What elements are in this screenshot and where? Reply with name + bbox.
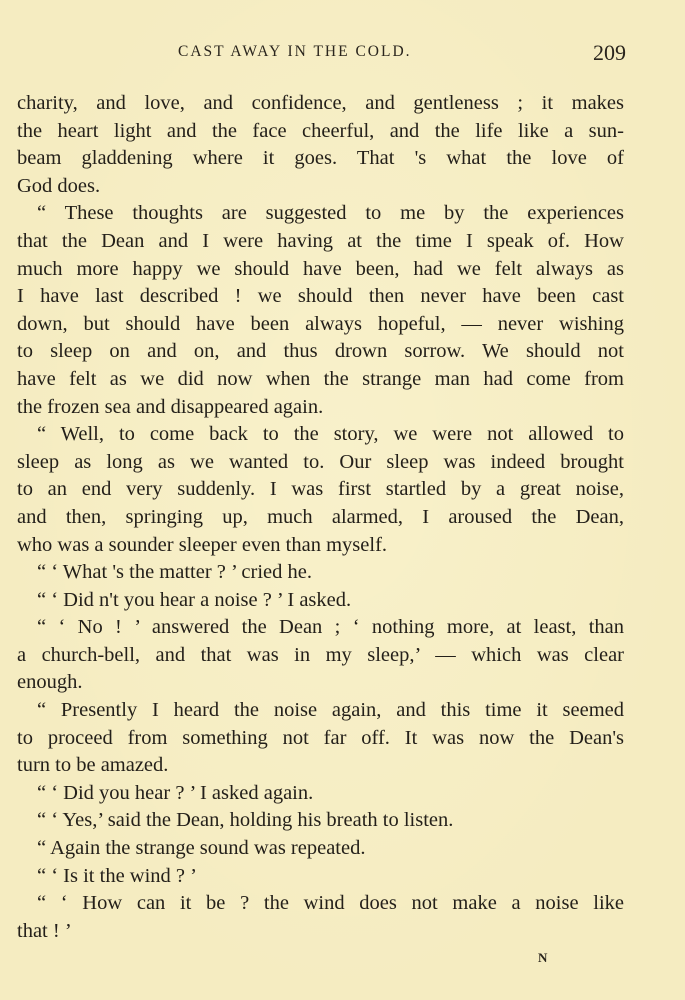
page-number: 209 <box>593 40 626 65</box>
text-line: to proceed from something not far off. It was now the Dean's <box>17 726 624 749</box>
page-header <box>0 40 685 70</box>
text-line: “ Well, to come back to the story, we were not allowed to <box>37 423 624 446</box>
text-line: sleep as long as we wanted to. Our sleep was indeed brought <box>17 450 624 473</box>
text-line: “ Presently I heard the noise again, and this time it seemed <box>37 699 624 722</box>
text-line: the frozen sea and disappeared again. <box>17 395 324 418</box>
text-line: have felt as we did now when the strange man had come from <box>17 367 624 390</box>
body-text <box>17 90 624 945</box>
text-line: that ! ’ <box>17 919 72 942</box>
text-line: down, but should have been always hopeful, — never wishing <box>17 312 624 335</box>
text-line: and then, springing up, much alarmed, I aroused the Dean, <box>17 505 624 528</box>
text-line: “ ‘ How can it be ? the wind does not make a noise like <box>37 892 624 915</box>
text-line: “ ‘ Did you hear ? ’ I asked again. <box>37 781 314 804</box>
text-line: who was a sounder sleeper even than myself. <box>17 533 388 556</box>
text-line: “ These thoughts are suggested to me by the experiences <box>37 202 624 225</box>
text-line: enough. <box>17 671 83 694</box>
text-line: charity, and love, and confidence, and gentleness ; it makes <box>17 92 624 114</box>
text-line: God does. <box>17 174 101 197</box>
text-line: “ ‘ Is it the wind ? ’ <box>37 864 197 887</box>
text-line: the heart light and the face cheerful, and the life like a sun- <box>17 119 624 142</box>
text-line: beam gladdening where it goes. That 's what the love of <box>17 147 624 170</box>
text-line: that the Dean and I were having at the time I speak of. How <box>17 229 624 252</box>
text-line: to sleep on and on, and thus drown sorrow. We should not <box>17 340 624 363</box>
text-line: “ ‘ What 's the matter ? ’ cried he. <box>37 561 312 584</box>
running-head: CAST AWAY IN THE COLD. <box>178 43 412 60</box>
text-line: I have last described ! we should then never have been cast <box>17 285 624 308</box>
text-line: turn to be amazed. <box>17 754 169 777</box>
text-line: “ ‘ Did n't you hear a noise ? ’ I asked. <box>37 588 352 611</box>
text-line: “ ‘ Yes,’ said the Dean, holding his breath to listen. <box>37 809 454 832</box>
text-line: to an end very suddenly. I was first startled by a great noise, <box>17 478 624 501</box>
signature-mark: N <box>538 950 549 965</box>
text-line: “ Again the strange sound was repeated. <box>37 837 366 860</box>
text-line: “ ‘ No ! ’ answered the Dean ; ‘ nothing more, at least, than <box>37 616 624 639</box>
text-line: a church-bell, and that was in my sleep,’ — which was clear <box>17 643 624 666</box>
text-line: much more happy we should have been, had we felt always as <box>17 257 624 280</box>
